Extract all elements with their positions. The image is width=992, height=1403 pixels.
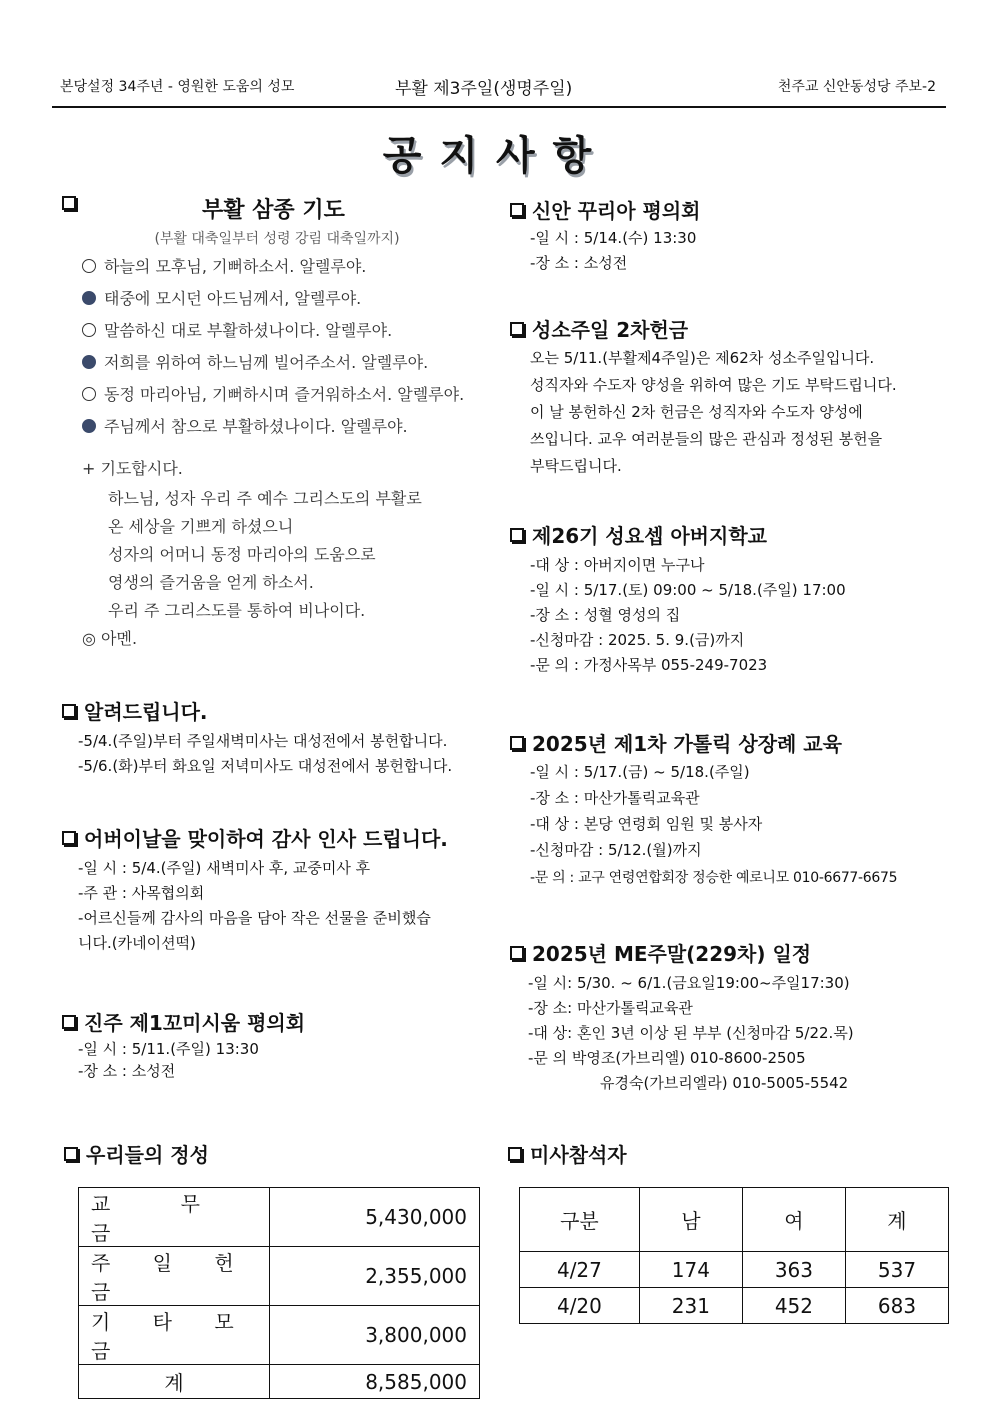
header-divider <box>52 106 946 108</box>
funeral-title: 2025년 제1차 가톨릭 상장례 교육 <box>532 732 842 756</box>
vocation-title: 성소주일 2차헌금 <box>532 318 689 342</box>
me-title: 2025년 ME주말(229차) 일정 <box>532 942 812 966</box>
vocation-section <box>510 314 950 480</box>
parents-line: -일 시 : 5/4.(주일) 새벽미사 후, 교중미사 후 <box>78 859 371 877</box>
me-line: -장 소: 마산가톨릭교육관 <box>528 999 693 1017</box>
prayer-body-line: 하느님, 성자 우리 주 예수 그리스도의 부활로 <box>108 489 422 508</box>
funeral-line: -문 의 : 교구 연령연합회장 정승한 예로니모 010-6677-6675 <box>530 870 898 886</box>
offering-value: 5,430,000 <box>270 1188 480 1247</box>
prayer-body-line: 우리 주 그리스도를 통하여 비나이다. <box>108 601 366 620</box>
vocation-line: 부탁드립니다. <box>530 457 622 475</box>
curia-line: -장 소 : 소성전 <box>530 254 628 272</box>
curia-line: -일 시 : 5/14.(수) 13:30 <box>530 229 697 247</box>
prayer-line: 저희를 위하여 하느님께 빌어주소서. 알렐루야. <box>104 353 429 372</box>
funeral-line: -대 상 : 본당 연령회 임원 및 봉사자 <box>530 815 763 833</box>
checkbox-icon <box>64 1147 78 1161</box>
prayer-body-line: 영생의 즐거움을 얻게 하소서. <box>108 573 314 592</box>
notice-line: -5/6.(화)부터 화요일 저녁미사도 대성전에서 봉헌합니다. <box>78 757 453 775</box>
parents-line: -어르신들께 감사의 마음을 담아 작은 선물을 준비했습 <box>78 909 431 927</box>
table-cell: 452 <box>742 1288 845 1324</box>
prayer-line: 동정 마리아님, 기뻐하시며 즐거워하소서. 알렐루야. <box>104 385 465 404</box>
open-circle-icon <box>82 323 96 337</box>
notice-line: -5/4.(주일)부터 주일새벽미사는 대성전에서 봉헌합니다. <box>78 732 448 750</box>
attendance-section <box>508 1139 627 1168</box>
table-cell: 363 <box>742 1252 845 1288</box>
table-row <box>79 1247 480 1306</box>
jinju-title: 진주 제1꼬미시움 평의회 <box>84 1011 306 1035</box>
open-circle-icon <box>82 387 96 401</box>
joseph-line: -문 의 : 가정사목부 055-249-7023 <box>530 656 768 674</box>
column-header: 계 <box>845 1188 948 1252</box>
column-header: 여 <box>742 1188 845 1252</box>
curia-section <box>510 195 950 276</box>
joseph-line: -대 상 : 아버지이면 누구나 <box>530 556 705 574</box>
funeral-line: -신청마감 : 5/12.(월)까지 <box>530 841 702 859</box>
joseph-line: -장 소 : 성혈 영성의 집 <box>530 606 681 624</box>
funeral-section <box>510 728 950 893</box>
checkbox-icon <box>62 704 76 718</box>
header-center: 부활 제3주일(생명주일) <box>395 79 573 99</box>
me-line: -대 상: 혼인 3년 이상 된 부부 (신청마감 5/22.목) <box>528 1024 854 1042</box>
prayer-line: 주님께서 참으로 부활하셨나이다. 알렐루야. <box>104 417 408 436</box>
parents-section <box>62 823 492 956</box>
column-header: 구분 <box>520 1188 640 1252</box>
checkbox-icon <box>510 203 524 217</box>
jinju-line: -일 시 : 5/11.(주일) 13:30 <box>78 1040 259 1058</box>
funeral-line: -장 소 : 마산가톨릭교육관 <box>530 789 700 807</box>
vocation-line: 쓰입니다. 교우 여러분들의 많은 관심과 정성된 봉헌을 <box>530 430 883 448</box>
notice-section <box>62 696 492 779</box>
header-left: 본당설정 34주년 - 영원한 도움의 성모 <box>60 79 295 95</box>
prayer-line: 하늘의 모후님, 기뻐하소서. 알렐루야. <box>104 257 367 276</box>
pray-intro: + 기도합시다. <box>82 459 183 478</box>
me-line: -문 의 박영조(가브리엘) 010-8600-2505 <box>528 1049 806 1067</box>
column-header: 남 <box>639 1188 742 1252</box>
page-title: 공지사항 <box>382 133 610 179</box>
joseph-section <box>510 520 950 678</box>
checkbox-icon <box>510 528 524 542</box>
me-section <box>510 938 950 1096</box>
offering-table <box>78 1187 480 1399</box>
parents-title: 어버이날을 맞이하여 감사 인사 드립니다. <box>84 827 448 851</box>
table-row <box>79 1365 480 1399</box>
me-line: -일 시: 5/30. ~ 6/1.(금요일19:00~주일17:30) <box>528 974 850 992</box>
filled-circle-icon <box>82 291 96 305</box>
offering-title: 우리들의 정성 <box>86 1143 209 1167</box>
header-right: 천주교 신안동성당 주보-2 <box>777 79 936 95</box>
filled-circle-icon <box>82 355 96 369</box>
prayer-body-line: 온 세상을 기쁘게 하셨으니 <box>108 517 294 536</box>
open-circle-icon <box>82 259 96 273</box>
offering-label: 교 무 금 <box>79 1188 270 1247</box>
offering-value: 3,800,000 <box>270 1306 480 1365</box>
checkbox-icon <box>510 736 524 750</box>
table-cell: 4/27 <box>520 1252 640 1288</box>
checkbox-icon <box>62 831 76 845</box>
checkbox-icon <box>62 196 76 210</box>
curia-title: 신안 꾸리아 평의회 <box>532 199 701 223</box>
amen: ◎ 아멘. <box>82 629 138 648</box>
jinju-section <box>62 1007 492 1082</box>
table-header-row <box>520 1188 949 1252</box>
vocation-line: 이 날 봉헌하신 2차 헌금은 성직자와 수도자 양성에 <box>530 403 863 421</box>
joseph-line: -일 시 : 5/17.(토) 09:00 ~ 5/18.(주일) 17:00 <box>530 581 846 599</box>
joseph-title: 제26기 성요셉 아버지학교 <box>532 524 767 548</box>
offering-value: 8,585,000 <box>270 1365 480 1399</box>
prayer-line: 태중에 모시던 아드님께서, 알렐루야. <box>104 289 362 308</box>
me-line: 유경숙(가브리엘라) 010-5005-5542 <box>600 1074 849 1092</box>
offering-section <box>64 1139 209 1168</box>
offering-label: 계 <box>79 1365 270 1399</box>
parents-line: -주 관 : 사목협의회 <box>78 884 205 902</box>
checkbox-icon <box>62 1015 76 1029</box>
jinju-line: -장 소 : 소성전 <box>78 1062 176 1080</box>
table-row <box>520 1252 949 1288</box>
prayer-subtitle: (부활 대축일부터 성령 강림 대축일까지) <box>154 231 400 247</box>
prayer-body-line: 성자의 어머니 동정 마리아의 도움으로 <box>108 545 376 564</box>
table-cell: 537 <box>845 1252 948 1288</box>
table-row <box>79 1188 480 1247</box>
vocation-line: 성직자와 수도자 양성을 위하여 많은 기도 부탁드립니다. <box>530 376 897 394</box>
offering-label: 주 일 헌 금 <box>79 1247 270 1306</box>
table-cell: 174 <box>639 1252 742 1288</box>
table-row <box>79 1306 480 1365</box>
attendance-title: 미사참석자 <box>530 1143 627 1167</box>
prayer-title: 부활 삼종 기도 <box>202 198 345 223</box>
offering-value: 2,355,000 <box>270 1247 480 1306</box>
table-cell: 4/20 <box>520 1288 640 1324</box>
offering-label: 기 타 모 금 <box>79 1306 270 1365</box>
parents-line: 니다.(카네이션떡) <box>78 934 196 952</box>
table-cell: 231 <box>639 1288 742 1324</box>
prayer-line: 말씀하신 대로 부활하셨나이다. 알렐루야. <box>104 321 393 340</box>
attendance-table <box>519 1187 949 1324</box>
notice-title: 알려드립니다. <box>84 700 208 724</box>
table-row <box>520 1288 949 1324</box>
checkbox-icon <box>510 322 524 336</box>
filled-circle-icon <box>82 419 96 433</box>
joseph-line: -신청마감 : 2025. 5. 9.(금)까지 <box>530 631 745 649</box>
checkbox-icon <box>508 1147 522 1161</box>
vocation-line: 오는 5/11.(부활제4주일)은 제62차 성소주일입니다. <box>530 349 875 367</box>
prayer-section <box>62 196 492 654</box>
funeral-line: -일 시 : 5/17.(금) ~ 5/18.(주일) <box>530 763 750 781</box>
checkbox-icon <box>510 946 524 960</box>
table-cell: 683 <box>845 1288 948 1324</box>
